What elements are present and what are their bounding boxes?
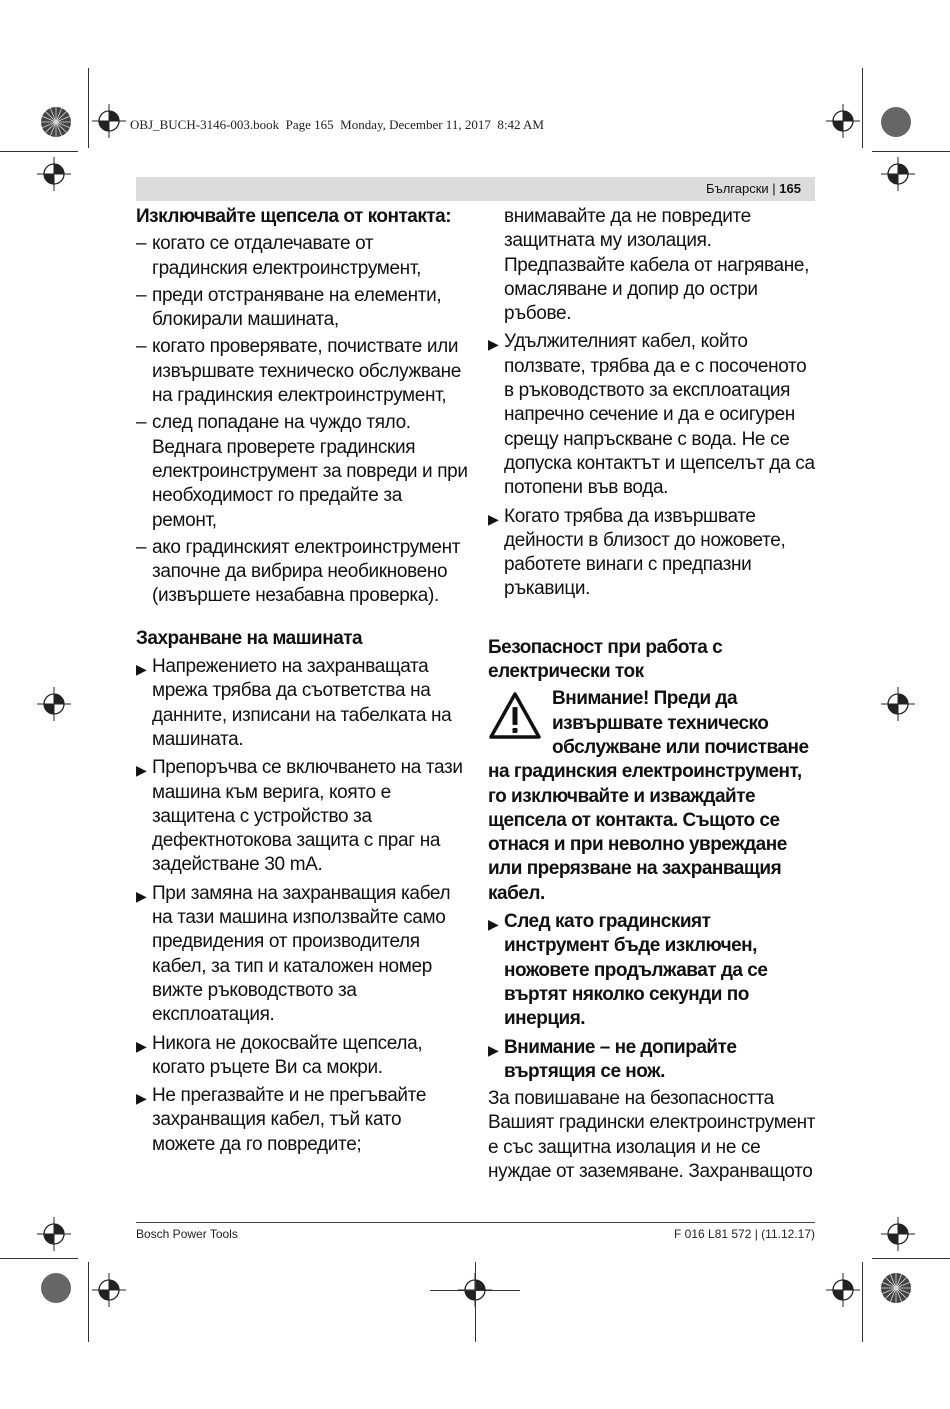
bullet-list-item bbox=[136, 655, 468, 752]
dash-list-item bbox=[136, 536, 468, 609]
list-item-text: Напрежението на захранващата мрежа трябва да съответства на данните, изписани на табелката на машината. bbox=[152, 656, 452, 750]
list-item-text: когато се отдалечавате от градинския електроинструмент, bbox=[152, 233, 421, 279]
bullet-list-item bbox=[488, 330, 818, 500]
bullet-arrow-icon: ▶ bbox=[488, 916, 499, 933]
bullet-arrow-icon: ▶ bbox=[488, 1041, 499, 1058]
registration-target-icon bbox=[37, 687, 71, 721]
print-info-line: OBJ_BUCH-3146-003.book Page 165 Monday, December 11, 2017 8:42 AM bbox=[130, 117, 544, 132]
registration-target-icon bbox=[826, 1273, 860, 1307]
bullet-arrow-icon: ▶ bbox=[488, 510, 499, 527]
bullet-arrow-icon: ▶ bbox=[136, 661, 147, 678]
warning-line: извършвате техническо bbox=[552, 712, 769, 734]
dash-marker: – bbox=[136, 536, 147, 558]
crop-mark bbox=[475, 1262, 476, 1342]
dash-marker: – bbox=[136, 336, 147, 358]
list-item-text: когато проверявате, почиствате или извършвате техническо обслужване на градинския електроинструмент, bbox=[152, 336, 461, 407]
crop-mark bbox=[872, 1258, 950, 1259]
list-item-text: след попадане на чуждо тяло. Веднага проверете градинския електроинструмент за повреди и при необходимост го предайте за ремонт, bbox=[152, 412, 468, 531]
list-item-text: Когато трябва да извършвате дейности в близост до ножовете, работете винаги с предпазни ръкавици. bbox=[504, 505, 786, 600]
bullet-list-item bbox=[488, 505, 818, 602]
density-wheel-icon bbox=[40, 106, 72, 138]
bullet-arrow-icon: ▶ bbox=[136, 762, 147, 779]
footer-rule bbox=[136, 1222, 815, 1223]
bullet-list-item bbox=[136, 756, 468, 877]
registration-target-icon bbox=[826, 104, 860, 138]
registration-target-icon bbox=[881, 687, 915, 721]
dash-marker: – bbox=[136, 233, 147, 255]
density-wheel-icon bbox=[880, 1272, 912, 1304]
registration-target-icon bbox=[92, 1273, 126, 1307]
section-heading: Изключвайте щепсела от контакта: bbox=[136, 206, 452, 227]
bullet-list-item bbox=[136, 1032, 468, 1081]
crop-mark bbox=[88, 1262, 89, 1342]
bullet-list-item bbox=[488, 1036, 818, 1085]
warning-line: Внимание! Преди да bbox=[552, 688, 738, 710]
warning-line: обслужване или почистване bbox=[552, 736, 809, 758]
crop-mark bbox=[88, 68, 89, 148]
header-separator: | bbox=[772, 181, 776, 196]
bullet-list-item bbox=[488, 910, 818, 1031]
warning-triangle-icon bbox=[488, 691, 542, 741]
density-wheel-icon bbox=[40, 1272, 72, 1304]
crop-mark bbox=[862, 1262, 863, 1342]
left-column bbox=[136, 205, 468, 1157]
warning-block bbox=[488, 687, 818, 906]
page-number: 165 bbox=[779, 181, 801, 196]
registration-target-icon bbox=[37, 157, 71, 191]
registration-target-icon bbox=[881, 157, 915, 191]
footer-brand: Bosch Power Tools bbox=[136, 1227, 238, 1241]
right-column bbox=[488, 205, 818, 1184]
warning-text: на градинския електроинструмент, го изключвайте и изваждайте щепсела от контакта. Същото се отнася и при неволно увреждане или прерязване на захранващия кабел. bbox=[488, 761, 802, 904]
crop-mark bbox=[0, 151, 78, 152]
section-heading: Безопасност при работа с електрически ток bbox=[488, 636, 723, 683]
bullet-arrow-icon: ▶ bbox=[136, 887, 147, 904]
list-item-text: Внимание – не допирайте въртящия се нож. bbox=[504, 1036, 737, 1082]
dash-list-item bbox=[136, 232, 468, 281]
dash-marker: – bbox=[136, 412, 147, 434]
footer-doc-number: F 016 L81 572 | (11.12.17) bbox=[674, 1227, 815, 1241]
registration-target-icon bbox=[881, 1217, 915, 1251]
continuation-paragraph: внимавайте да не повредите защитната му изолация. Предпазвайте кабела от нагряване, омасляване и допир до остри ръбове. bbox=[504, 206, 810, 325]
list-item-text: ако градинският електроинструмент започне да вибрира необикновено (извършете незабавна проверка). bbox=[152, 536, 461, 607]
list-item-text: Препоръчва се включването на тази машина към верига, която е защитена с устройство за дефектнотокова защита с праг на задействане 30 mA. bbox=[152, 757, 463, 876]
dash-list-item bbox=[136, 335, 468, 408]
list-item-text: преди отстраняване на елементи, блокирали машината, bbox=[152, 284, 442, 331]
header-text bbox=[706, 181, 801, 196]
list-item-text: Не прегазвайте и не прегъвайте захранващия кабел, тъй като можете да го повредите; bbox=[152, 1085, 427, 1155]
bullet-list-item bbox=[136, 882, 468, 1028]
bullet-arrow-icon: ▶ bbox=[136, 1090, 147, 1107]
section-heading: Захранване на машината bbox=[136, 627, 363, 649]
list-item-text: Удължителният кабел, който ползвате, трябва да е с посоченото в ръководството за експлоатация напречно сечение и да е осигурен срещу напръскване с вода. Не се допуска контактът и щепселът да са потопени във вода. bbox=[504, 331, 815, 499]
dash-marker: – bbox=[136, 284, 147, 306]
bullet-arrow-icon: ▶ bbox=[488, 336, 499, 353]
bullet-list-item bbox=[136, 1084, 468, 1157]
density-wheel-icon bbox=[880, 106, 912, 138]
dash-list-item bbox=[136, 411, 468, 532]
dash-list-item bbox=[136, 284, 468, 333]
header-language: Български bbox=[706, 181, 769, 196]
crop-mark bbox=[0, 1258, 78, 1259]
bullet-arrow-icon: ▶ bbox=[136, 1037, 147, 1054]
page-header bbox=[136, 177, 815, 201]
crop-mark bbox=[862, 68, 863, 148]
registration-target-icon bbox=[37, 1217, 71, 1251]
list-item-text: При замяна на захранващия кабел на тази машина използвайте само предвидения от производителя кабел, за тип и каталожен номер вижте ръководството за експлоатация. bbox=[152, 882, 451, 1026]
crop-mark bbox=[872, 151, 950, 152]
closing-paragraph: За повишаване на безопасността Вашият градински електроинструмент е със защитна изолация и не се нуждае от заземяване. Захранващото bbox=[488, 1088, 816, 1182]
list-item-text: След като градинският инструмент бъде изключен, ножовете продължават да се въртят няколко секунди по инерция. bbox=[504, 911, 768, 1030]
registration-target-icon bbox=[92, 104, 126, 138]
list-item-text: Никога не докосвайте щепсела, когато ръцете Ви са мокри. bbox=[152, 1032, 423, 1078]
